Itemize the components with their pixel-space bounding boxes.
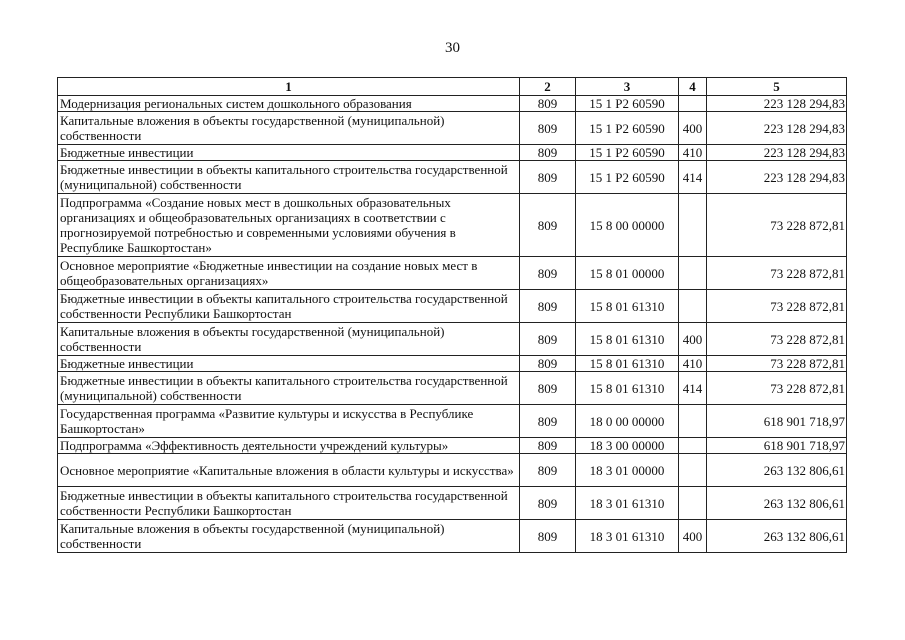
row-amount-cell: 618 901 718,97 [707, 438, 847, 454]
row-target-cell: 18 3 01 00000 [576, 454, 679, 487]
table-row [58, 405, 847, 438]
table-row [58, 194, 847, 257]
row-target-cell: 15 8 01 61310 [576, 372, 679, 405]
table-row [58, 356, 847, 372]
row-type-cell [679, 454, 707, 487]
row-name-cell: Бюджетные инвестиции [58, 356, 520, 372]
row-type-cell [679, 194, 707, 257]
row-target-cell: 18 3 01 61310 [576, 487, 679, 520]
row-code-cell: 809 [520, 372, 576, 405]
row-amount-cell: 73 228 872,81 [707, 257, 847, 290]
table-row [58, 372, 847, 405]
row-target-cell: 15 8 01 61310 [576, 323, 679, 356]
row-name-cell: Капитальные вложения в объекты государственной (муниципальной) собственности [58, 323, 520, 356]
row-code-cell: 809 [520, 520, 576, 553]
header-col-4: 4 [679, 78, 707, 96]
row-name-cell: Бюджетные инвестиции в объекты капитального строительства государственной (муниципальной) собственности [58, 161, 520, 194]
row-name-cell: Основное мероприятие «Капитальные вложения в области культуры и искусства» [58, 454, 520, 487]
row-name-cell: Государственная программа «Развитие культуры и искусства в Республике Башкортостан» [58, 405, 520, 438]
row-type-cell: 400 [679, 112, 707, 145]
row-code-cell: 809 [520, 487, 576, 520]
table-row [58, 454, 847, 487]
row-amount-cell: 223 128 294,83 [707, 112, 847, 145]
row-amount-cell: 263 132 806,61 [707, 487, 847, 520]
header-col-5: 5 [707, 78, 847, 96]
row-name-cell: Основное мероприятие «Бюджетные инвестиции на создание новых мест в общеобразовательных организациях» [58, 257, 520, 290]
row-name-cell: Капитальные вложения в объекты государственной (муниципальной) собственности [58, 520, 520, 553]
row-amount-cell: 73 228 872,81 [707, 356, 847, 372]
row-name-cell: Капитальные вложения в объекты государственной (муниципальной) собственности [58, 112, 520, 145]
table-row [58, 487, 847, 520]
row-target-cell: 15 8 01 00000 [576, 257, 679, 290]
header-col-3: 3 [576, 78, 679, 96]
row-name-cell: Бюджетные инвестиции в объекты капитального строительства государственной собственности Республики Башкортостан [58, 487, 520, 520]
row-amount-cell: 223 128 294,83 [707, 96, 847, 112]
row-type-cell: 400 [679, 520, 707, 553]
row-target-cell: 15 1 Р2 60590 [576, 145, 679, 161]
row-code-cell: 809 [520, 405, 576, 438]
table-body [58, 96, 847, 553]
row-code-cell: 809 [520, 161, 576, 194]
row-amount-cell: 618 901 718,97 [707, 405, 847, 438]
row-target-cell: 18 3 01 61310 [576, 520, 679, 553]
row-type-cell [679, 257, 707, 290]
page-number: 30 [445, 40, 460, 56]
row-name-cell: Подпрограмма «Создание новых мест в дошкольных образовательных организациях и общеобразовательных организациях в соответствии с прогнозируемой потребностью и современными условиями обучения в Республике Башкортостан» [58, 194, 520, 257]
row-amount-cell: 73 228 872,81 [707, 323, 847, 356]
row-amount-cell: 223 128 294,83 [707, 161, 847, 194]
row-code-cell: 809 [520, 96, 576, 112]
row-amount-cell: 73 228 872,81 [707, 290, 847, 323]
table-row [58, 290, 847, 323]
row-target-cell: 15 1 Р2 60590 [576, 161, 679, 194]
row-type-cell [679, 290, 707, 323]
row-target-cell: 18 3 00 00000 [576, 438, 679, 454]
row-code-cell: 809 [520, 194, 576, 257]
row-target-cell: 15 8 01 61310 [576, 290, 679, 323]
table-row [58, 96, 847, 112]
row-target-cell: 18 0 00 00000 [576, 405, 679, 438]
row-amount-cell: 223 128 294,83 [707, 145, 847, 161]
row-code-cell: 809 [520, 323, 576, 356]
row-code-cell: 809 [520, 290, 576, 323]
header-col-2: 2 [520, 78, 576, 96]
row-amount-cell: 263 132 806,61 [707, 454, 847, 487]
row-amount-cell: 263 132 806,61 [707, 520, 847, 553]
row-target-cell: 15 8 01 61310 [576, 356, 679, 372]
row-name-cell: Подпрограмма «Эффективность деятельности учреждений культуры» [58, 438, 520, 454]
table-row [58, 112, 847, 145]
row-type-cell [679, 96, 707, 112]
row-type-cell: 410 [679, 356, 707, 372]
row-code-cell: 809 [520, 112, 576, 145]
row-name-cell: Бюджетные инвестиции в объекты капитального строительства государственной (муниципальной) собственности [58, 372, 520, 405]
row-target-cell: 15 1 Р2 60590 [576, 112, 679, 145]
row-code-cell: 809 [520, 356, 576, 372]
table-row [58, 161, 847, 194]
row-type-cell: 400 [679, 323, 707, 356]
row-code-cell: 809 [520, 454, 576, 487]
table-row [58, 323, 847, 356]
table-row [58, 520, 847, 553]
row-target-cell: 15 8 00 00000 [576, 194, 679, 257]
row-type-cell [679, 487, 707, 520]
table-row [58, 257, 847, 290]
header-col-1: 1 [58, 78, 520, 96]
table-row [58, 438, 847, 454]
row-amount-cell: 73 228 872,81 [707, 372, 847, 405]
row-code-cell: 809 [520, 257, 576, 290]
row-target-cell: 15 1 Р2 60590 [576, 96, 679, 112]
row-amount-cell: 73 228 872,81 [707, 194, 847, 257]
row-name-cell: Модернизация региональных систем дошкольного образования [58, 96, 520, 112]
row-code-cell: 809 [520, 145, 576, 161]
budget-table [57, 77, 847, 553]
header-row [58, 78, 847, 96]
row-type-cell: 410 [679, 145, 707, 161]
row-type-cell: 414 [679, 372, 707, 405]
row-code-cell: 809 [520, 438, 576, 454]
row-type-cell [679, 405, 707, 438]
row-type-cell [679, 438, 707, 454]
table-row [58, 145, 847, 161]
row-name-cell: Бюджетные инвестиции в объекты капитального строительства государственной собственности Республики Башкортостан [58, 290, 520, 323]
row-name-cell: Бюджетные инвестиции [58, 145, 520, 161]
row-type-cell: 414 [679, 161, 707, 194]
